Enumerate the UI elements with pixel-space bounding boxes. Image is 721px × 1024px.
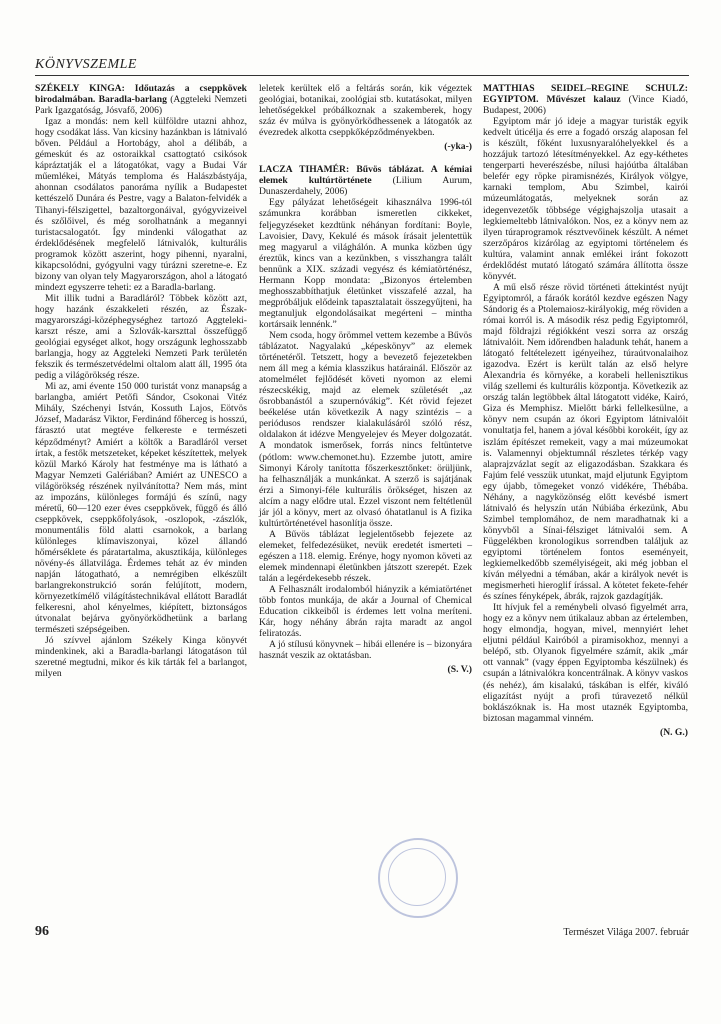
review-1-paragraph-cont: leletek kerültek elő a feltárás során, kik végeztek geológiai, botanikai, zoológiai stb. kutatásokat, milyen lehetőségekkel próbálkoznak a szakemberek, hogy száz év múlva is gyönyörködhessenek a látogatók az évezredek alkotta cseppkőképződményekben. bbox=[259, 83, 472, 139]
review-3-paragraph: Itt hívjuk fel a reménybeli olvasó figyelmét arra, hogy ez a könyv nem útikalauz abban az értelemben, hogy elmondja, hogyan, mivel, mennyiért lehet eljutni például Kairóból a piramisokhoz, mennyi a belépő, stb. Olyanok figyelmére számít, akik „már ott vannak” (vagy éppen Egyiptomba készülnek) és csupán a látnivalókra koncentrálnak. A könyv vaskos (és nehéz), ám kisalakú, táskában is elfér, kiváló eligazítást nyújt a profi túravezető nélkül boklászóknak is. Ha most utaznék Egyiptomba, biztosan magammal vinném. bbox=[483, 602, 688, 724]
review-3-publisher: (Vince Kiadó, Budapest, 2006) bbox=[483, 94, 688, 117]
review-2-heading bbox=[259, 164, 472, 197]
review-2-paragraph: A Bűvös táblázat legjelentősebb fejezete az elemeket, felfedezésüket, nevük eredetét ismerteti – egészen a 118. elemig. Erénye, hogy nyomon követi az elemek mindennapi életünkben játszott szerepét. Ezek talán a legérdekesebb részek. bbox=[259, 528, 472, 585]
review-2-paragraph: A jó stílusú könyvnek – hibái ellenére is – bizonyára hasznát veszik az oktatásban. bbox=[259, 639, 472, 662]
column-3 bbox=[483, 83, 688, 738]
review-1-paragraph: Mit illik tudni a Baradláról? Többek között azt, hogy hazánk északkeleti részén, az Észak-magyarországi-középhegységhez tartozó Aggteleki-karszt része, ami a Szlovák-karszttal összefüggő geológiai egységet alkot, hogy országunk leghosszabb barlangja, hogy az Aggteleki Nemzeti Park területén fekszik és természetvédelmi oltalom alatt áll, 1995 óta pedig a világörökség része. bbox=[35, 292, 247, 382]
review-2-title: LACZA TIHAMÉR: Bűvös táblázat. A kémiai elemek kultúrtörténete bbox=[259, 164, 472, 187]
review-2-publisher: (Lilium Aurum, Dunaszerdahely, 2006) bbox=[259, 175, 472, 198]
review-1-paragraph: Jó szívvel ajánlom Székely Kinga könyvét mindenkinek, aki a Baradla-barlangi látogatáson túl szeretné megtudni, mikor és kik tárták fel a barlangot, milyen bbox=[35, 635, 247, 680]
review-1-publisher: (Aggteleki Nemzeti Park Igazgatóság, Jósvafő, 2006) bbox=[35, 94, 248, 117]
journal-footer: Természet Világa 2007. február bbox=[563, 927, 689, 938]
library-stamp bbox=[378, 838, 458, 918]
review-2-signature: (S. V.) bbox=[447, 664, 472, 676]
review-1-paragraph: Igaz a mondás: nem kell külföldre utazni ahhoz, hogy csodákat láss. Van kicsiny hazánkban is látnivaló bőven. Például a Hortobágy, ahol a délibáb, a gémeskút és az ostoraikkal csattogtató csikósok kápráztatják el a látogatókat, vagy a Budai Vár műemlékei, Mátyás temploma és Halászbástyája, ahonnan csodálatos panoráma nyílik a Budapestet kettészelő Dunára és Pestre, vagy a Balaton-felvidék a Tihanyi-félszigettel, bazaltorgonáival, gyógyvizeivel és szőlőivel, és még sorolhatnánk a megannyi turistacsalogatót. Így mindenki válogathat az érdeklődésének megfelelő látnivalók, kulturális programok között aszerint, hogy pihenni, nyaralni, kikapcsolódni, gyógyulni vagy túrázni szeretne-e. Ez bizony van olyan tely Magyarországon, ahol a látogató mindezt egyszerre teheti: ez a Baradla-barlang. bbox=[35, 116, 247, 293]
section-title: KÖNYVSZEMLE bbox=[35, 57, 137, 72]
review-3-paragraph: Egyiptom már jó ideje a magyar turisták egyik kedvelt úticélja és erre a fogadó ország alaposan fel is készült, főként luxusnyaralóhelyekkel és a hozzájuk tartozó létesítményekkel. Az egy-kéthetes tengerparti heverészésbe, nílusi hajóútba általában belefér egy röpke piramisnézés, Királyok völgye, karnaki templom, Abu Szimbel, kairói múzeumlátogatás, melyeknek során az idegenvezetők többsége végighajszolja utasait a legkiemeltebb látnivalókon. Nos, ez a könyv nem az ilyen túraprogramok résztvevőinek készült. A német szerzőpáros kizárólag az egyiptomi történelem és kultúra, valamint annak emlékei iránt fokozott érdeklődést mutató látogató számára állította össze könyvét. bbox=[483, 116, 688, 282]
review-2-paragraph: Nem csoda, hogy örömmel vettem kezembe a Bűvös táblázatot. Nagyalakú „képeskönyv” az elemek történetéről. Tetszett, hogy a bevezető fejezetekben nem áll meg a kémia klasszikus határainál. Először az atomelmélet fejlődését követi nyomon az elemi részecskékig, majd az elemek születését „az ősrobbanástól a szupernóvákig”. Két rövid fejezet beékelése után következik A nagy szintézis – a periódusos rendszer kialakulásáról szóló rész, oldalakon át idézve Mengyelejev és Meyer dolgozatát. A mondatok ismerősek, forrás nincs feltüntetve (pótlom: www.chemonet.hu). Ezzembe jutott, amire Simonyi Károly tanította főszerkesztőnket: örüljünk, ha felhasználják a munkánkat. A szerző is sajátjának érzi a Simonyi-féle kulturális örökséget, hiszen az alcím a nagy elődre utal. Ezzel viszont nem feltétlenül jár jól a könyv, mert az olvasó óhatatlanul is A fizika kultúrtörténetével hasonlítja össze. bbox=[259, 329, 472, 529]
header-rule bbox=[35, 75, 689, 76]
review-3-paragraph: A mű első része rövid történeti áttekintést nyújt Egyiptomról, a fáraók korától kezdve egészen Nagy Sándorig és a Ptolemaiosz-királyokig, még röviden a római korról is. A második rész pedig Egyiptomról, majd földrajzi régiókként veszi sorra az ország látnivalóit. Nem időrendben haladunk tehát, hanem a látogató feltételezett igényeihez, túraútvonalaihoz igazodva. Ezért is került talán az első helyre Alexandria és környéke, a korabeli hellenisztikus világ szellemi és kulturális központja. Következik az ország talán legtöbbek által látogatott vidéke, Kairó, Giza és Memphisz. Mielőtt bárki fellelkesülne, a könyv nem csupán az ókori Egyiptom látnivalóit vonultatja fel, hanem a jóval későbbi korokéit, így az iszlám építészet remekeit, vagy a mai múzeumokat is. Valamennyi objektumnál részletes térkép vagy alaprajzvázlat segít az eligazodásban. Szakkara és Fajúm felé vesszük utunkat, majd eljutunk Egyiptom egy újabb, tömegeket vonzó vidékére, Thébába. Néhány, a nagyközönség előtt kevésbé ismert látnivaló és helyszín után Núbiába érkezünk, Abu Szimbel templomához, de nem maradhatnak ki a könyvből a Sínai-félsziget látnivalói sem. A Függelékben kronologikus sorrendben találjuk az egyiptomi történelem fontos eseményeit, legkiemelkedőbb személyiségeit, aki még jobban el kíván mélyedni a témában, akár a királyok nevét is megismerheti hieroglif írással. A kötetet fekete-fehér és színes fényképek, ábrák, rajzok gazdagítják. bbox=[483, 281, 688, 603]
review-3-heading bbox=[483, 83, 688, 116]
review-3-title: MATTHIAS SEIDEL–REGINE SCHULZ: EGYIPTOM. Művészet kalauz bbox=[483, 83, 688, 106]
page-number: 96 bbox=[35, 924, 49, 939]
review-3-signature: (N. G.) bbox=[660, 726, 688, 738]
review-1-signature: (-yka-) bbox=[444, 141, 472, 153]
review-1-heading bbox=[35, 83, 247, 116]
column-2 bbox=[259, 83, 472, 675]
review-1-paragraph: Mi az, ami évente 150 000 turistát vonz manapság a barlangba, amiért Petőfi Sándor, Csokonai Vitéz Mihály, Széchenyi István, Kossuth Lajos, Eötvös József, Madarász Viktor, Ferdinánd főherceg is hosszú, fárasztó utat megtéve felkereste e természeti képződményt? Amiért a költők a Baradláról verset írtak, a festők metszeteket, képeket készítettek, melyek közül Markó Károly hat festménye ma is látható a Magyar Nemzeti Galériában? Amiért az UNESCO a világörökség részének nyilvánította? Nem más, mint az impozáns, különleges formájú és színű, nagy méretű, 60—120 ezer éves cseppkövek, függő és álló cseppkövek, cseppkőfolyások, -oszlopok, -zászlók, monumentális föld alatti csarnokok, a barlang különleges klímaviszonyai, közel állandó hőmérséklete és páratartalma, akusztikája, különleges növény-és állatvilága. Érdemes tehát az év minden napján látogatható, a nemrégiben elkészült barlangrekonstrukció során felújított, modern, környezetkímélő világítástechnikával ellátott Baradlát felkeresni, ahol kényelmes, kiépített, biztonságos útvonalat bejárva gyönyörködhetünk a barlang természeti szépségeiben. bbox=[35, 381, 247, 636]
spacer bbox=[259, 152, 472, 164]
column-1 bbox=[35, 83, 247, 680]
review-2-paragraph: Egy pályázat lehetőségeit kihasználva 1996-tól számunkra korábban ismeretlen cikkeket, feljegyzéseket kezdtünk néhányan fordítani: Boyle, Lavoisier, Davy, Kekulé és mások írásait jelentettük meg magyarul a világhálón. A munka közben úgy éreztük, kincs van a kezünkben, s visszhangra talált bennünk a XIX. századi vegyész és kémiatörténész, Hermann Kopp mondata: „Bizonyos értelemben meghosszabbíthatjuk életünket visszafelé azzal, ha megpróbáljuk elődeink tapasztalatait összegyűjteni, ha megtanuljuk elgondolásaikat megérteni – mintha kortársaik lennénk.” bbox=[259, 197, 472, 330]
review-1-title: SZÉKELY KINGA: Időutazás a cseppkövek birodalmában. Baradla-barlang bbox=[35, 83, 247, 106]
review-2-paragraph: A Felhasznált irodalomból hiányzik a kémiatörténet több fontos munkája, de akár a Journal of Chemical Education cikkeiből is érdemes lett volna meríteni. Kár, hogy néhány ábrán rajta maradt az angol feliratozás. bbox=[259, 584, 472, 640]
